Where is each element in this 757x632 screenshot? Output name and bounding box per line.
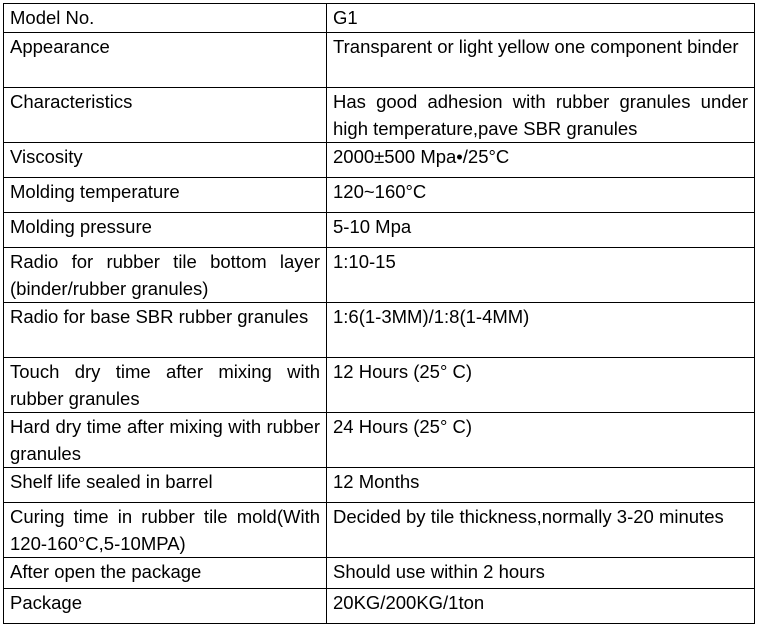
table-row (4, 468, 755, 503)
table-row (4, 33, 755, 88)
spec-table (3, 3, 755, 624)
row-value: Should use within 2 hours (327, 558, 755, 589)
table-row (4, 4, 755, 33)
row-label: Model No. (4, 4, 327, 33)
row-label: Molding pressure (4, 213, 327, 248)
table-row (4, 143, 755, 178)
row-value: 24 Hours (25° C) (327, 413, 755, 468)
table-row (4, 248, 755, 303)
table-row (4, 503, 755, 558)
row-value: Transparent or light yellow one component binder (327, 33, 755, 88)
table-row (4, 558, 755, 589)
row-label: Viscosity (4, 143, 327, 178)
table-row (4, 303, 755, 358)
row-label: Touch dry time after mixing with rubber granules (4, 358, 327, 413)
table-row (4, 413, 755, 468)
row-value: 5-10 Mpa (327, 213, 755, 248)
row-label: Radio for base SBR rubber granules (4, 303, 327, 358)
row-label: Package (4, 589, 327, 624)
row-value: 2000±500 Mpa•/25°C (327, 143, 755, 178)
row-label: Hard dry time after mixing with rubber granules (4, 413, 327, 468)
table-row (4, 589, 755, 624)
row-value: 1:6(1-3MM)/1:8(1-4MM) (327, 303, 755, 358)
row-label: Curing time in rubber tile mold(With 120-160°C,5-10MPA) (4, 503, 327, 558)
row-value: Has good adhesion with rubber granules under high temperature,pave SBR granules (327, 88, 755, 143)
row-value: 12 Months (327, 468, 755, 503)
row-value: 120~160°C (327, 178, 755, 213)
row-value: 20KG/200KG/1ton (327, 589, 755, 624)
table-row (4, 213, 755, 248)
table-row (4, 178, 755, 213)
row-label: After open the package (4, 558, 327, 589)
row-value: G1 (327, 4, 755, 33)
row-label: Radio for rubber tile bottom layer (binder/rubber granules) (4, 248, 327, 303)
row-value: 1:10-15 (327, 248, 755, 303)
row-label: Characteristics (4, 88, 327, 143)
row-value: 12 Hours (25° C) (327, 358, 755, 413)
table-row (4, 358, 755, 413)
table-row (4, 88, 755, 143)
row-label: Appearance (4, 33, 327, 88)
row-label: Shelf life sealed in barrel (4, 468, 327, 503)
row-value: Decided by tile thickness,normally 3-20 minutes (327, 503, 755, 558)
row-label: Molding temperature (4, 178, 327, 213)
